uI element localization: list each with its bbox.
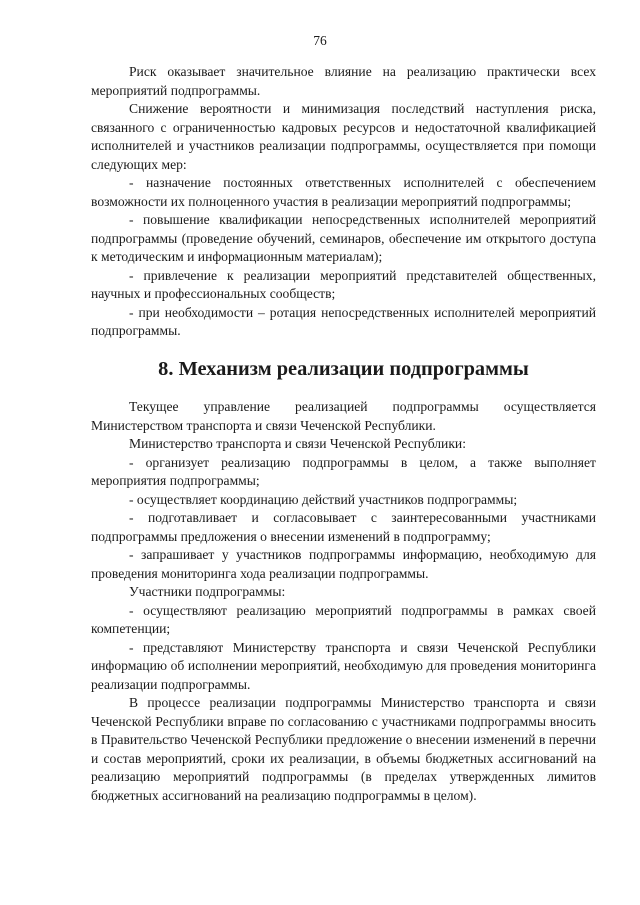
list-item: - повышение квалификации непосредственных исполнителей мероприятий подпрограммы (проведение обучений, семинаров, обеспечение им открытого доступа к методическим и информационным материалам); bbox=[91, 212, 596, 264]
list-item: - представляют Министерству транспорта и связи Чеченской Республики информацию об исполнении мероприятий, необходимую для проведения мониторинга реализации подпрограммы. bbox=[91, 639, 596, 692]
paragraph: В процессе реализации подпрограммы Министерство транспорта и связи Чеченской Республики вправе по согласованию с участниками подпрограммы вносить в Правительство Чеченской Республики предложение о внесении изменений в перечни и состав мероприятий, сроки их реализации, в объемы бюджетных ассигнований на реализацию мероприятий подпрограммы (в пределах утвержденных лимитов бюджетных ассигнований на реализацию подпрограммы в целом). bbox=[91, 695, 596, 803]
paragraph: Участники подпрограммы: bbox=[129, 584, 286, 599]
list-item: - запрашивает у участников подпрограммы информацию, необходимую для проведения мониторинга хода реализации подпрограммы. bbox=[91, 547, 596, 581]
list-item: - осуществляют реализацию мероприятий подпрограммы в рамках своей компетенции; bbox=[91, 602, 596, 636]
list-item: - при необходимости – ротация непосредственных исполнителей мероприятий подпрограммы. bbox=[91, 304, 596, 338]
list-item: - организует реализацию подпрограммы в целом, а также выполняет мероприятия подпрограммы; bbox=[91, 454, 596, 488]
document-body bbox=[91, 63, 596, 805]
paragraph: Текущее управление реализацией подпрограммы осуществляется Министерством транспорта и связи Чеченской Республики. bbox=[91, 399, 596, 433]
list-item: - осуществляет координацию действий участников подпрограммы; bbox=[129, 491, 518, 507]
section-heading: 8. Механизм реализации подпрограммы bbox=[158, 357, 529, 380]
paragraph: Министерство транспорта и связи Чеченской Республики: bbox=[129, 436, 466, 451]
list-item: - назначение постоянных ответственных исполнителей с обеспечением возможности их полноценного участия в реализации мероприятий подпрограммы; bbox=[91, 175, 596, 209]
paragraph: Снижение вероятности и минимизация последствий наступления риска, связанного с ограниченностью кадровых ресурсов и недостаточной квалификацией исполнителей и участников реализации подпрограммы, осуществляется при помощи следующих мер: bbox=[91, 101, 596, 172]
list-item: - подготавливает и согласовывает с заинтересованными участниками подпрограммы предложения о внесении изменений в подпрограмму; bbox=[91, 510, 596, 544]
page-number: 76 bbox=[313, 33, 327, 48]
list-item: - привлечение к реализации мероприятий представителей общественных, научных и профессиональных сообществ; bbox=[91, 267, 596, 301]
paragraph: Риск оказывает значительное влияние на реализацию практически всех мероприятий подпрограммы. bbox=[91, 64, 596, 98]
